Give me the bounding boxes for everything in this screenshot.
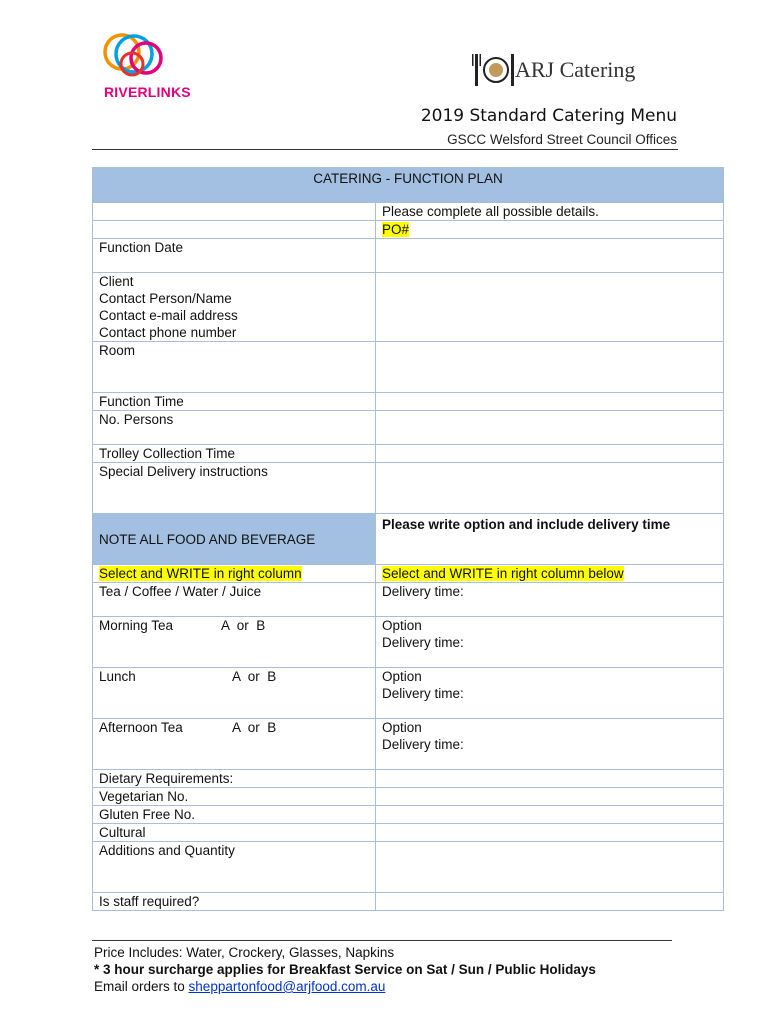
- meal-choice: A or B: [221, 618, 266, 633]
- gluten-free-row: [93, 806, 724, 824]
- contact-person-label: Contact Person/Name: [99, 291, 232, 306]
- function-plan-form: [92, 167, 724, 911]
- client-labels: [93, 273, 376, 342]
- vegetarian-field[interactable]: [376, 788, 724, 806]
- client-row: [93, 273, 724, 342]
- right-instruction: Select and WRITE in right column below: [382, 566, 624, 581]
- trolley-time-label: Trolley Collection Time: [93, 445, 376, 463]
- food-header-row: [93, 514, 724, 565]
- meal-delivery-field[interactable]: [376, 583, 724, 617]
- contact-email-label: Contact e-mail address: [99, 308, 238, 323]
- blank-cell: [93, 203, 376, 221]
- meal-label-cell: [93, 617, 376, 668]
- meal-row-lunch: [93, 668, 724, 719]
- food-instruction-row: [93, 565, 724, 583]
- left-instruction: Select and WRITE in right column: [99, 566, 302, 581]
- po-label: PO#: [382, 222, 410, 237]
- instructions-row: [93, 203, 724, 221]
- email-line: [94, 978, 596, 995]
- meal-label: Afternoon Tea: [99, 720, 183, 735]
- dietary-label: Dietary Requirements:: [93, 770, 376, 788]
- function-date-field[interactable]: [376, 239, 724, 273]
- meal-row-morning-tea: [93, 617, 724, 668]
- email-link[interactable]: sheppartonfood@arjfood.com.au: [188, 979, 386, 994]
- function-time-field[interactable]: [376, 393, 724, 411]
- room-label: Room: [93, 342, 376, 393]
- option-label: Option: [382, 618, 422, 633]
- form-section-title: CATERING - FUNCTION PLAN: [93, 168, 724, 203]
- room-row: [93, 342, 724, 393]
- delivery-time-label: Delivery time:: [382, 737, 464, 752]
- staff-row: [93, 893, 724, 911]
- title-divider: [92, 149, 678, 150]
- meal-row-afternoon-tea: [93, 719, 724, 770]
- delivery-time-label: Delivery time:: [382, 635, 464, 650]
- form-section-header-row: [93, 168, 724, 203]
- instructions-text: Please complete all possible details.: [376, 203, 724, 221]
- left-instruction-cell: [93, 565, 376, 583]
- riverlinks-logo-text: RIVERLINKS: [104, 84, 191, 100]
- special-delivery-label: Special Delivery instructions: [93, 463, 376, 514]
- right-instruction-cell: [376, 565, 724, 583]
- meal-option-field[interactable]: [376, 719, 724, 770]
- gluten-free-label: Gluten Free No.: [93, 806, 376, 824]
- meal-option-field[interactable]: [376, 668, 724, 719]
- meal-row-tea-coffee: [93, 583, 724, 617]
- footer-divider: [92, 940, 672, 941]
- additions-row: [93, 842, 724, 893]
- cultural-field[interactable]: [376, 824, 724, 842]
- vegetarian-label: Vegetarian No.: [93, 788, 376, 806]
- additions-field[interactable]: [376, 842, 724, 893]
- document-title: 2019 Standard Catering Menu: [420, 106, 677, 126]
- meal-label-cell: [93, 719, 376, 770]
- blank-cell: [93, 221, 376, 239]
- meal-label: Tea / Coffee / Water / Juice: [93, 583, 376, 617]
- gluten-free-field[interactable]: [376, 806, 724, 824]
- option-label: Option: [382, 669, 422, 684]
- food-option-header: Please write option and include delivery time: [376, 514, 724, 565]
- meal-option-field[interactable]: [376, 617, 724, 668]
- arj-catering-logo-text: ARJ Catering: [515, 57, 636, 82]
- cultural-row: [93, 824, 724, 842]
- trolley-time-field[interactable]: [376, 445, 724, 463]
- special-delivery-field[interactable]: [376, 463, 724, 514]
- dietary-field[interactable]: [376, 770, 724, 788]
- delivery-time-label: Delivery time:: [382, 584, 464, 599]
- no-persons-field[interactable]: [376, 411, 724, 445]
- delivery-time-label: Delivery time:: [382, 686, 464, 701]
- po-cell: [376, 221, 724, 239]
- meal-label: Morning Tea: [99, 618, 174, 633]
- client-field[interactable]: [376, 273, 724, 342]
- meal-choice: A or B: [232, 669, 277, 684]
- option-label: Option: [382, 720, 422, 735]
- po-row: [93, 221, 724, 239]
- trolley-row: [93, 445, 724, 463]
- room-field[interactable]: [376, 342, 724, 393]
- vegetarian-row: [93, 788, 724, 806]
- no-persons-label: No. Persons: [93, 411, 376, 445]
- footer: [94, 944, 596, 995]
- staff-required-field[interactable]: [376, 893, 724, 911]
- client-label: Client: [99, 274, 134, 289]
- function-time-row: [93, 393, 724, 411]
- email-prefix: Email orders to: [94, 979, 189, 994]
- surcharge-text: * 3 hour surcharge applies for Breakfast Service on Sat / Sun / Public Holidays: [94, 962, 596, 977]
- cultural-label: Cultural: [93, 824, 376, 842]
- staff-required-label: Is staff required?: [93, 893, 376, 911]
- meal-label: Lunch: [99, 669, 136, 684]
- no-persons-row: [93, 411, 724, 445]
- document-subtitle: GSCC Welsford Street Council Offices: [447, 132, 677, 147]
- meal-choice: A or B: [232, 720, 277, 735]
- function-date-row: [93, 239, 724, 273]
- function-time-label: Function Time: [93, 393, 376, 411]
- additions-label: Additions and Quantity: [93, 842, 376, 893]
- special-delivery-row: [93, 463, 724, 514]
- food-note-header: NOTE ALL FOOD AND BEVERAGE: [93, 514, 376, 565]
- contact-phone-label: Contact phone number: [99, 325, 237, 340]
- function-date-label: Function Date: [93, 239, 376, 273]
- price-includes-text: Price Includes: Water, Crockery, Glasses, Napkins: [94, 945, 395, 960]
- meal-label-cell: [93, 668, 376, 719]
- dietary-row: [93, 770, 724, 788]
